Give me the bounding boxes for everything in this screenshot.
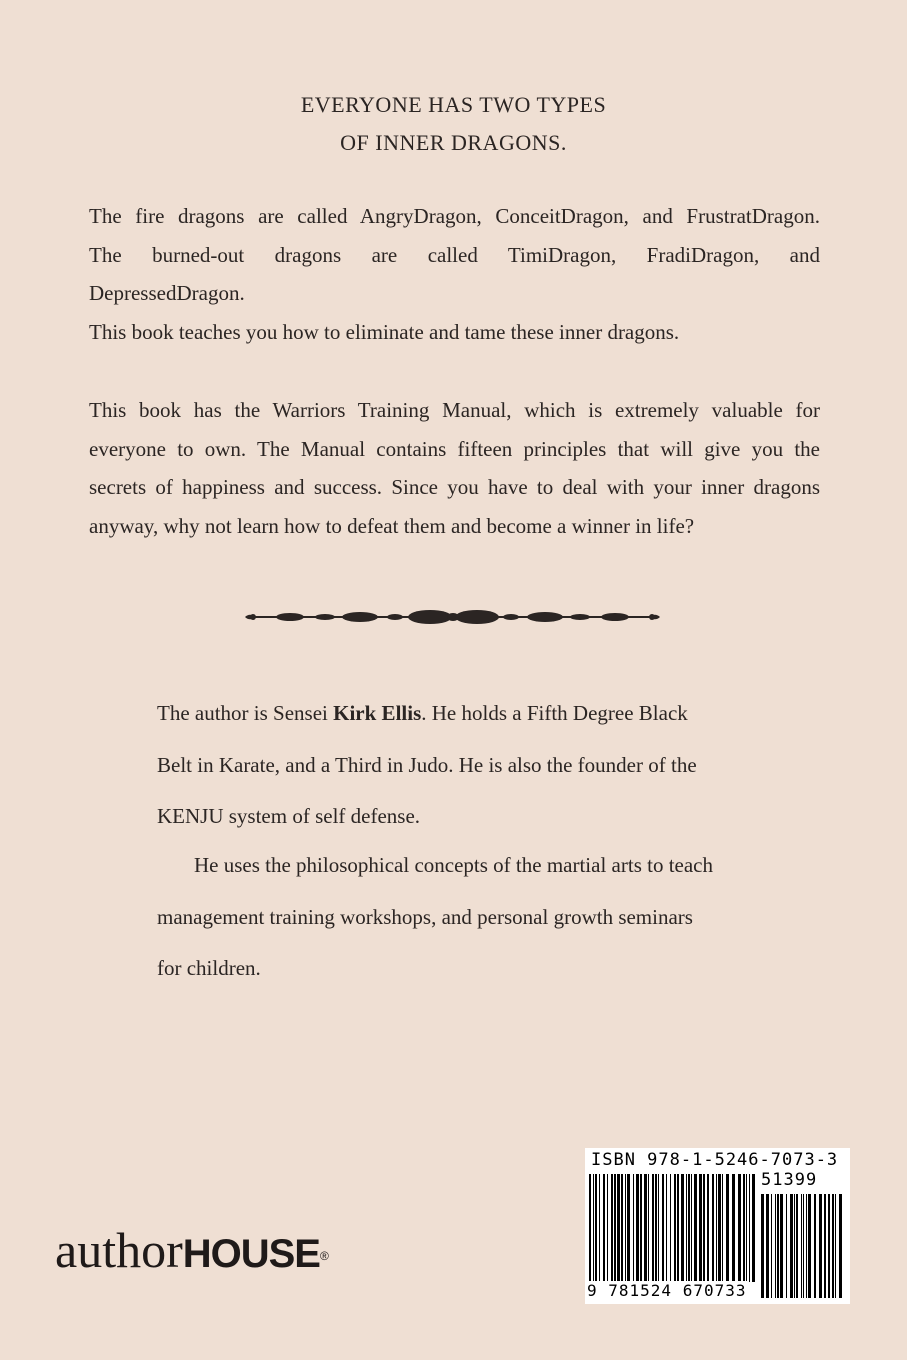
isbn-barcode	[585, 1148, 850, 1304]
author-intro-text: The author is Sensei	[157, 701, 334, 725]
author-para2-line: for children.	[157, 956, 261, 980]
author-bio	[157, 688, 757, 843]
author-line-1	[157, 688, 757, 740]
price-code: 51399	[761, 1170, 818, 1190]
ean-barcode-bars	[589, 1174, 755, 1282]
intro-line: The fire dragons are called AngryDragon, ConceitDragon, and FrustratDragon.	[89, 204, 820, 228]
heading-line-1: EVERYONE HAS TWO TYPES	[300, 92, 607, 117]
intro-line: DepressedDragon.	[89, 281, 245, 305]
intro-paragraph	[89, 197, 820, 351]
ean-number: 9 781524 670733	[587, 1281, 747, 1300]
intro-line: The burned-out dragons are called TimiDragon, FradiDragon, and	[89, 242, 820, 267]
author-line-3: KENJU system of self defense.	[157, 804, 421, 828]
manual-line: This book has the Warriors Training Manual, which is extremely valuable for	[89, 398, 820, 422]
manual-line: everyone to own. The Manual contains fifteen principles that will give you the	[89, 436, 820, 461]
registered-mark: ®	[319, 1249, 329, 1263]
manual-line: secrets of happiness and success. Since you have to deal with your inner dragons	[89, 475, 820, 499]
author-para2-line: He uses the philosophical concepts of the martial arts to teach	[194, 853, 714, 877]
logo-author-text: author	[55, 1222, 183, 1278]
manual-paragraph	[89, 391, 820, 545]
isbn-number: ISBN 978-1-5246-7073-3	[591, 1150, 839, 1170]
manual-line: anyway, why not learn how to defeat them and become a winner in life?	[89, 513, 695, 538]
author-para2-line: management training workshops, and personal growth seminars	[157, 904, 693, 929]
intro-line: This book teaches you how to eliminate and tame these inner dragons.	[89, 319, 680, 344]
cover-heading	[0, 86, 907, 162]
ornament-divider	[245, 602, 660, 632]
author-rank-text: . He holds a Fifth Degree Black	[421, 701, 688, 725]
author-line-2: Belt in Karate, and a Third in Judo. He is also the founder of the	[157, 752, 697, 777]
publisher-logo	[55, 1222, 329, 1282]
logo-house-text: HOUSE	[182, 1232, 320, 1276]
addon-barcode-bars	[761, 1194, 843, 1298]
author-bio-2	[157, 840, 757, 995]
heading-line-2: OF INNER DRAGONS.	[340, 130, 567, 155]
author-name: Kirk Ellis	[333, 701, 422, 725]
